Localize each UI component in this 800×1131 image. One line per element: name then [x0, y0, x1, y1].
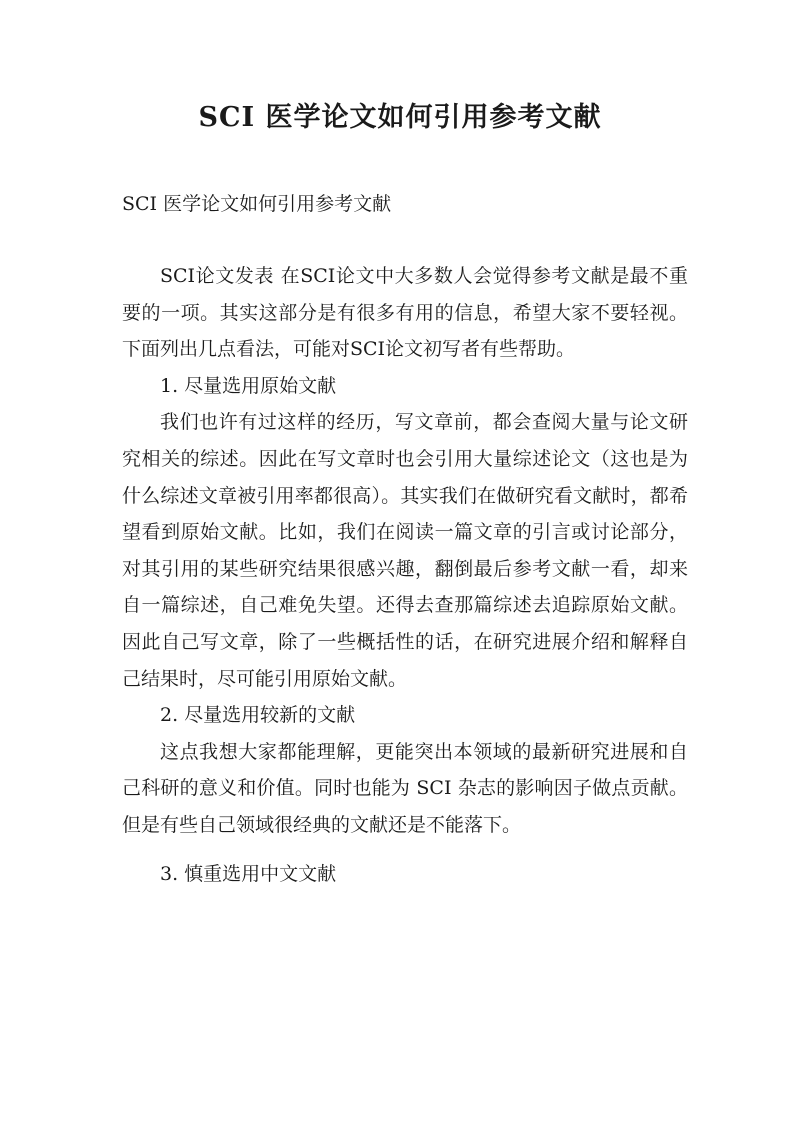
intro-paragraph: SCI论文发表 在SCI论文中大多数人会觉得参考文献是最不重要的一项。其实这部分是有很多有用的信息，希望大家不要轻视。下面列出几点看法，可能对SCI论文初写者有些帮助。	[122, 265, 688, 361]
section-paragraph-1: 我们也许有过这样的经历，写文章前，都会查阅大量与论文研究相关的综述。因此在写文章时也会引用大量综述论文（这也是为什么综述文章被引用率都很高）。其实我们在做研究看文献时，都希望看到原始文献。比如，我们在阅读一篇文章的引言或讨论部分，对其引用的某些研究结果很感兴趣，翻倒最后参考文献一看，却来自一篇综述，自己难免失望。还得去查那篇综述去追踪原始文献。因此自己写文章，除了一些概括性的话，在研究进展介绍和解释自己结果时，尽可能引用原始文献。	[122, 411, 688, 690]
section-paragraph-2: 这点我想大家都能理解，更能突出本领域的最新研究进展和自己科研的意义和价值。同时也能为 SCI 杂志的影响因子做点贡献。但是有些自己领域很经典的文献还是不能落下。	[122, 740, 688, 836]
section-heading-3: 3. 慎重选用中文文献	[160, 862, 337, 885]
document-title: SCI 医学论文如何引用参考文献	[198, 102, 602, 133]
document-subtitle: SCI 医学论文如何引用参考文献	[122, 193, 392, 215]
section-spacer	[122, 844, 688, 856]
section-heading-2: 2. 尽量选用较新的文献	[160, 704, 356, 727]
document-body	[122, 258, 688, 892]
section-heading-1: 1. 尽量选用原始文献	[160, 374, 337, 397]
